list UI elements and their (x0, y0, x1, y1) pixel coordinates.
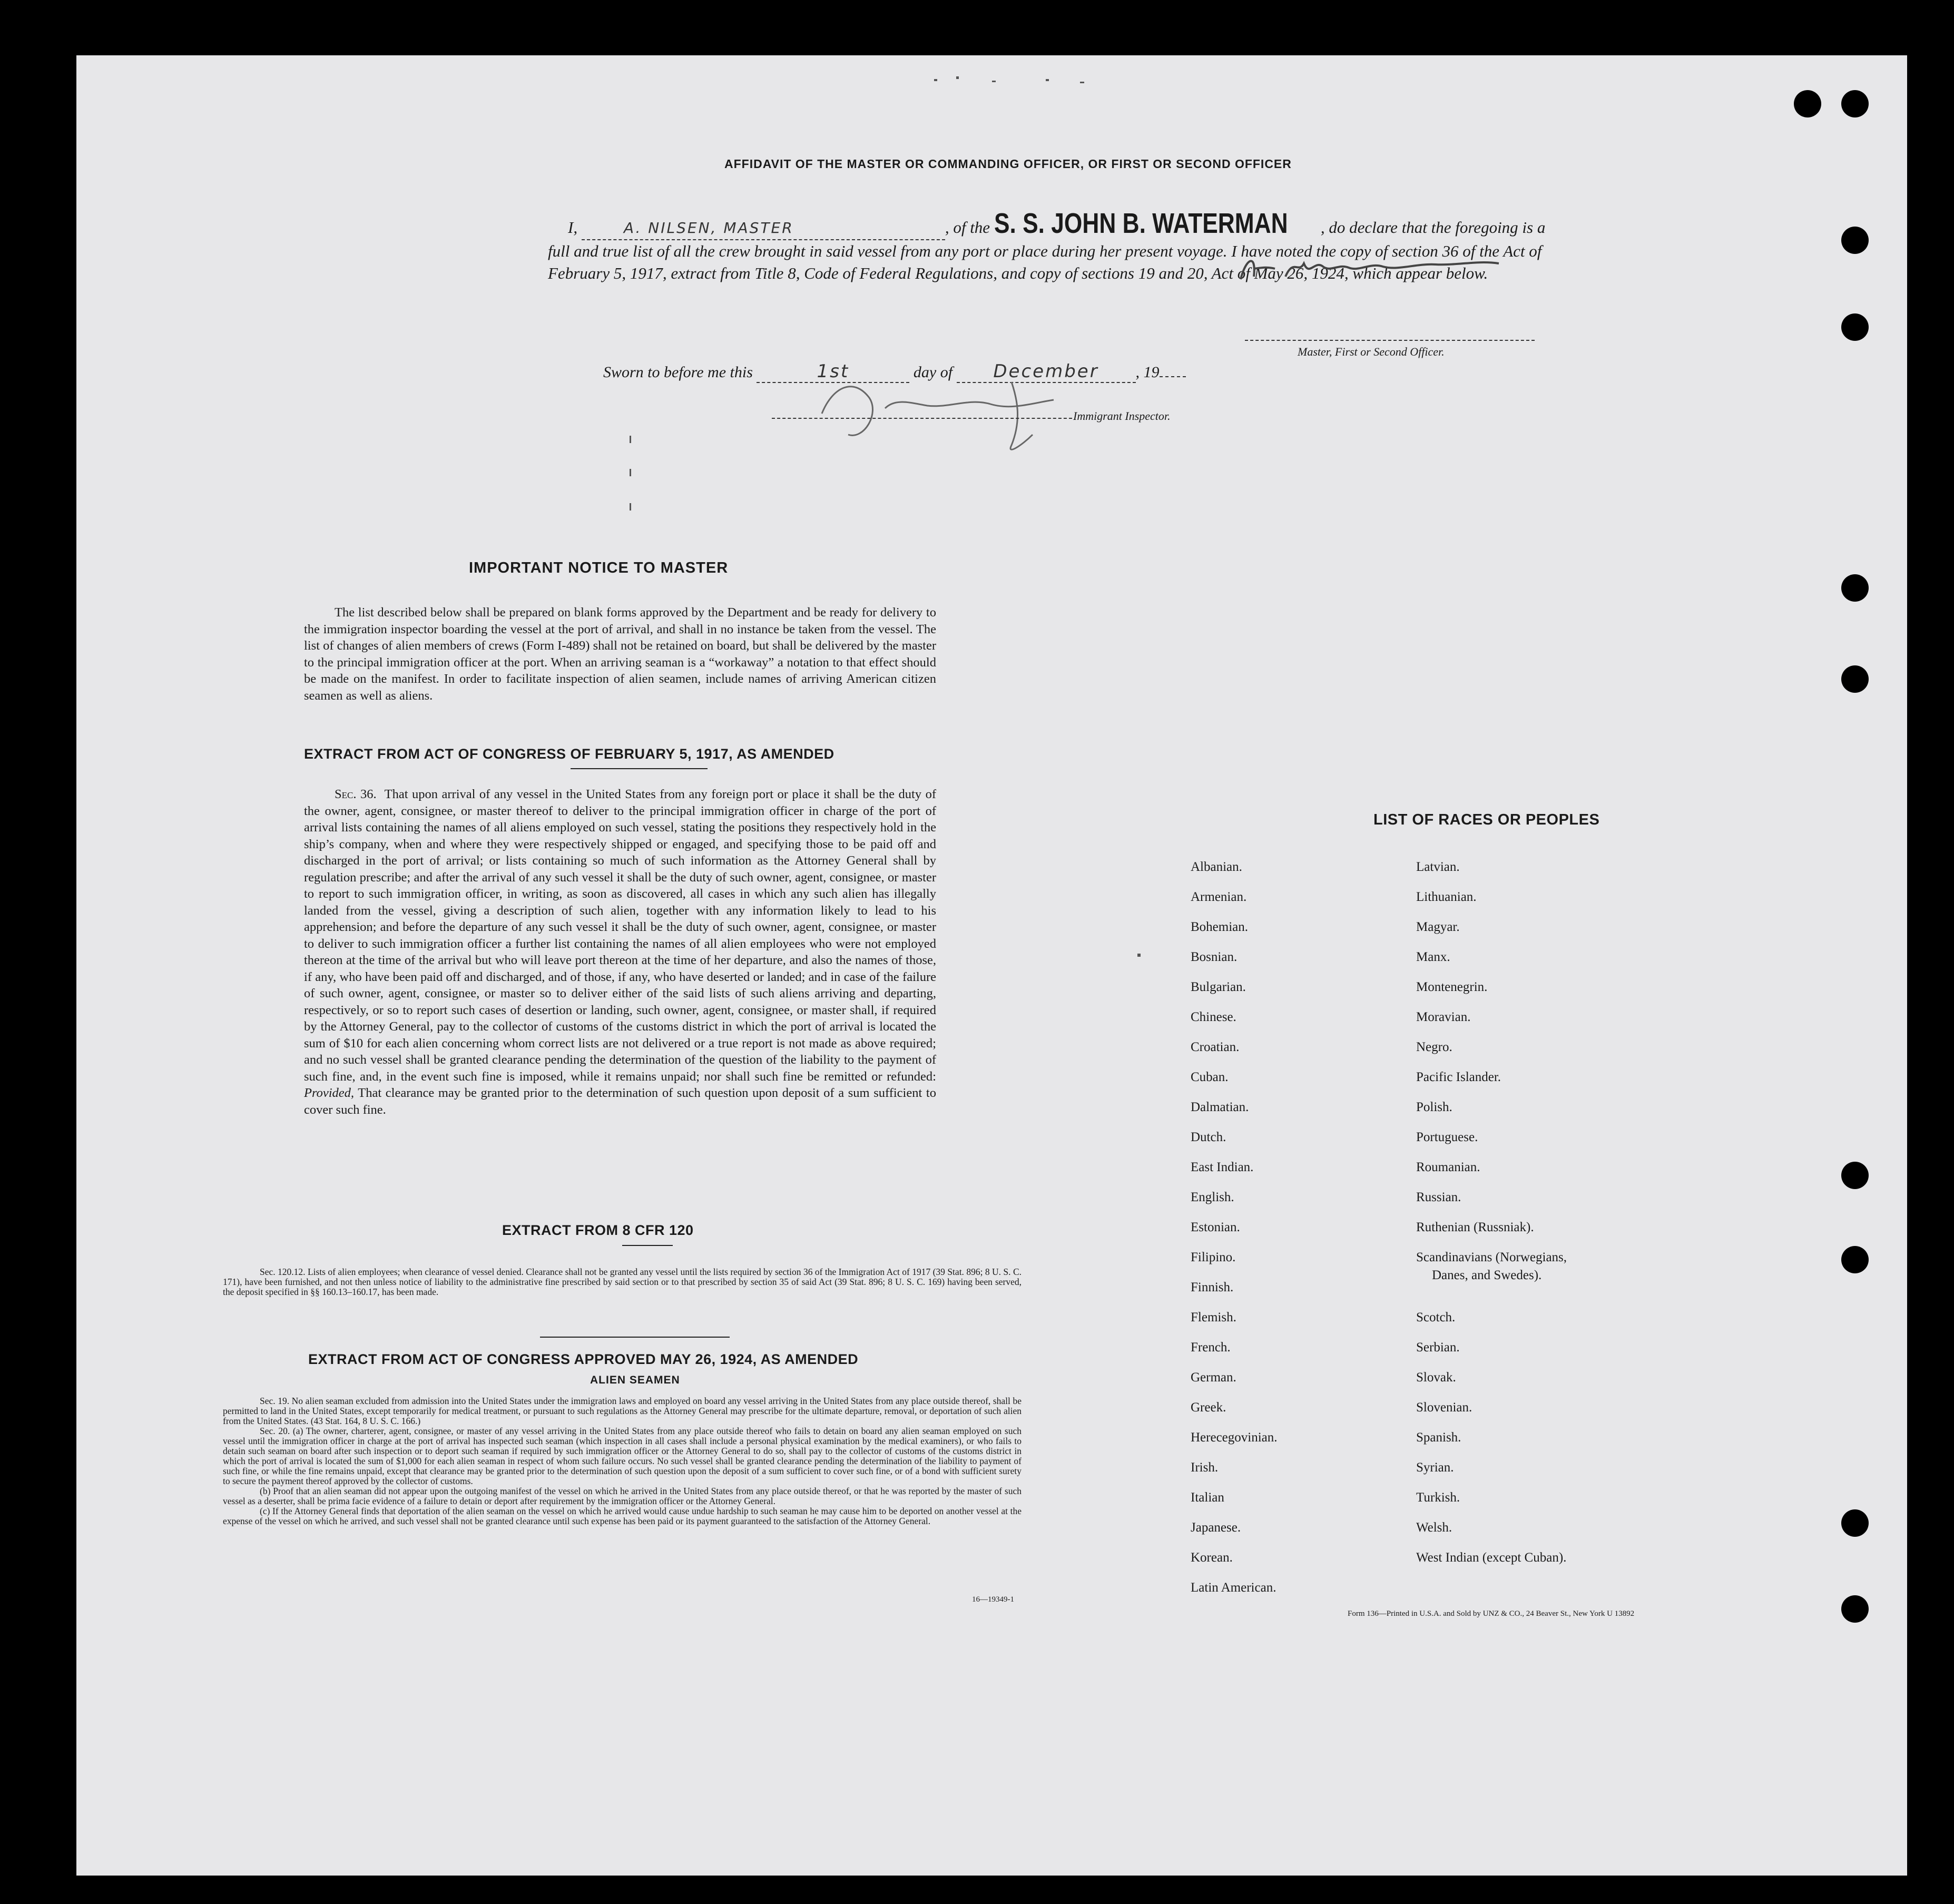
extract-1924-title: EXTRACT FROM ACT OF CONGRESS APPROVED MAY 26, 1924, AS AMENDED (308, 1351, 859, 1367)
race-item: English. (1191, 1190, 1234, 1204)
race-item: Croatian. (1191, 1040, 1240, 1054)
race-item: Portuguese. (1416, 1130, 1478, 1144)
race-item: Dalmatian. (1191, 1100, 1249, 1114)
race-item: Bosnian. (1191, 950, 1238, 964)
sworn-day-handwritten: 1st (817, 361, 850, 382)
punch-hole (1841, 665, 1869, 693)
section-36-text (304, 786, 936, 1118)
race-item: Russian. (1416, 1190, 1461, 1204)
race-item: Cuban. (1191, 1070, 1229, 1084)
alien-seamen-subtitle: ALIEN SEAMEN (590, 1374, 680, 1386)
race-item: Bulgarian. (1191, 980, 1246, 994)
race-item: Montenegrin. (1416, 980, 1488, 994)
race-item: Manx. (1416, 950, 1450, 964)
race-item: Slovenian. (1416, 1400, 1472, 1415)
printer-line: Form 136—Printed in U.S.A. and Sold by UNZ & CO., 24 Beaver St., New York U 13892 (1348, 1609, 1635, 1618)
punch-hole (1841, 574, 1869, 602)
race-item: Greek. (1191, 1400, 1226, 1415)
section-36-body-a: That upon arrival of any vessel in the United States from any foreign port or place it shall be the duty of the owner, agent, consignee, or master thereof to deliver to the principal immigration officer in charge of the port of arrival lists containing the names of all aliens employed on such vessel, stating the positions they respectively hold in the ship’s company, when and where they were respectively shipped or engaged, and specifying those to be paid off and discharged in the port of arrival; or lists containing so much of such information as the Attorney General shall by regulation prescribe; and after the arrival of any such vessel it shall be the duty of such owner, agent, consignee, or master to report to such immigration officer, in writing, as soon as discovered, all cases in which any such alien has illegally landed from the vessel, giving a description of such alien, together with any information likely to lead to his apprehension; and before the departure of any such vessel it shall be the duty of such owner, agent, consignee, or master to deliver to such immigration officer a further list containing the names of all alien employees who were not employed thereon at the time of the arrival but who will leave port thereon at the time of her departure, and also the names of those, if any, who have been paid off and discharged, and of those, if any, who have deserted or landed; and in case of the failure of such owner, agent, consignee, or master so to deliver either of the said lists of such aliens arriving and departing, respectively, or so to report such cases of desertion or landing, such owner, agent, consignee, or master shall, if required by the Attorney General, pay to the collector of customs of the customs district in which the port of arrival is located the sum of $10 for each alien concerning whom correct lists are not delivered or a true report is not made as above required; and no such vessel shall be granted clearance pending the determination of the question of the liability to the payment of such fine, and, in the event such fine is imposed, while it remains unpaid; nor shall such fine be remitted or refunded: (304, 787, 936, 1084)
master-name-handwritten: A. NILSEN, MASTER (623, 219, 794, 237)
race-item: Pacific Islander. (1416, 1070, 1501, 1084)
punch-hole (1841, 1595, 1869, 1623)
race-item: Latvian. (1416, 860, 1460, 874)
cfr-text: Sec. 120.12. Lists of alien employees; when clearance of vessel denied. Clearance shall not be granted any vessel until the lists required by section 36 of the Immigration Act of 1917 (39 Stat. 896; 8 U. S. C. 171), have been furnished, and not then unless notice of liability to the administrative fine prescribed by said section or to that prescribed by section 35 of said Act (39 Stat. 896; 8 U. S. C. 169) having been served, the deposit specified in §§ 160.13–160.17, has been made. (223, 1267, 1022, 1297)
race-item: Italian (1191, 1490, 1224, 1505)
extract-1917-title: EXTRACT FROM ACT OF CONGRESS OF FEBRUARY 5, 1917, AS AMENDED (304, 746, 834, 762)
race-item: French. (1191, 1340, 1231, 1355)
punch-hole (1841, 1246, 1869, 1273)
race-item: Danes, and Swedes). (1432, 1268, 1542, 1282)
punch-hole (1794, 90, 1821, 117)
punch-hole (1841, 1509, 1869, 1537)
race-item: German. (1191, 1370, 1236, 1385)
section-19-paragraph: Sec. 19. No alien seaman excluded from admission into the United States under the immigration laws and employed on board any vessel arriving in the United States from any place outside thereof, shall be permitted to land in the United States, except temporarily for medical treatment, or pursuant to such regulations as the Attorney General may prescribe for the ultimate departure, removal, or deportation of such alien from the United States. (43 Stat. 164, 8 U. S. C. 166.) (223, 1396, 1022, 1426)
divider (622, 1245, 673, 1246)
race-item: Roumanian. (1416, 1160, 1480, 1174)
race-item: Lithuanian. (1416, 890, 1477, 904)
section-20b-paragraph: (b) Proof that an alien seaman did not appear upon the outgoing manifest of the vessel on which he arrived in the United States from any place outside thereof, or that he was reported by the master of such vessel as a deserter, shall be prima facie evidence of a failure to detain or deport after requirement by the immigration officer or the Attorney General. (223, 1486, 1022, 1506)
race-item: Bohemian. (1191, 920, 1249, 934)
section-36-body-b: That clearance may be granted prior to the determination of such question upon deposit of a sum sufficient to cover such fine. (304, 1086, 936, 1117)
race-item: Negro. (1416, 1040, 1452, 1054)
inspector-label: Immigrant Inspector. (1073, 409, 1171, 423)
race-item: Turkish. (1416, 1490, 1460, 1505)
declaration-text: that the foregoing is a full and true list of all the crew brought in said vessel from any port or place during her present voyage. I have noted the copy of section 36 of the Act of February 5, 1917, extract from Title 8, Code of Federal Regulations, and copy of sections 19 and 20, Act of May 26, 1924, which appear below. (548, 218, 1546, 282)
sworn-prefix: Sworn to before me this (603, 364, 753, 381)
signature-line (1245, 340, 1535, 341)
race-item: Serbian. (1416, 1340, 1460, 1355)
divider (571, 768, 708, 769)
race-item: Irish. (1191, 1460, 1219, 1475)
race-item: Welsh. (1416, 1520, 1452, 1535)
race-item: Chinese. (1191, 1010, 1236, 1024)
race-item: Scandinavians (Norwegians, (1416, 1250, 1567, 1264)
sworn-year-prefix: , 19 (1135, 364, 1160, 381)
race-item: Syrian. (1416, 1460, 1454, 1475)
punch-hole (1841, 1162, 1869, 1189)
races-title: LIST OF RACES OR PEOPLES (1373, 811, 1600, 828)
race-item: Albanian. (1191, 860, 1242, 874)
master-signature (1225, 248, 1520, 295)
punch-hole (1841, 227, 1869, 254)
race-item: Spanish. (1416, 1430, 1461, 1445)
race-item: Slovak. (1416, 1370, 1456, 1385)
race-item: Armenian. (1191, 890, 1247, 904)
race-item: Estonian. (1191, 1220, 1240, 1234)
race-item: Scotch. (1416, 1310, 1456, 1324)
declaration-do-declare: , do declare (1320, 218, 1398, 237)
extract-cfr-title: EXTRACT FROM 8 CFR 120 (502, 1222, 694, 1238)
race-item: Herecegovinian. (1191, 1430, 1278, 1445)
race-item: Dutch. (1191, 1130, 1226, 1144)
notice-body: The list described below shall be prepared on blank forms approved by the Department and be ready for delivery to the immigration inspector boarding the vessel at the port of arrival, and shall in no instance be taken from the vessel. The list of changes of alien members of crews (Form I-489) shall not be retained on board, but shall be delivered by the master to the principal immigration officer at the port. When an arriving seaman is a “workaway” a notation to that effect should be made on the manifest. In order to facilitate inspection of alien seamen, include names of arriving American citizen seamen as well as aliens. (304, 605, 936, 703)
vessel-name: S. S. JOHN B. WATERMAN (994, 208, 1288, 239)
declaration-pronoun: I, (568, 218, 578, 237)
race-item: Filipino. (1191, 1250, 1236, 1264)
race-item: Finnish. (1191, 1280, 1234, 1294)
race-item: Polish. (1416, 1100, 1452, 1114)
race-item: Flemish. (1191, 1310, 1236, 1324)
race-item: Magyar. (1416, 920, 1460, 934)
race-item: Korean. (1191, 1550, 1233, 1565)
declaration-of-the: , of the (945, 218, 990, 237)
inspector-signature (790, 366, 1117, 456)
sworn-day-of: day of (913, 364, 953, 381)
punch-hole (1841, 90, 1869, 117)
signature-label: Master, First or Second Officer. (1298, 345, 1445, 358)
divider (540, 1337, 730, 1338)
inspector-line (772, 418, 1072, 419)
race-item: Latin American. (1191, 1581, 1277, 1595)
race-item: Japanese. (1191, 1520, 1241, 1535)
section-36-provided: Provided, (304, 1086, 355, 1100)
section-20a-paragraph: Sec. 20. (a) The owner, charterer, agent, consignee, or master of any vessel arriving in the United States from any place outside thereof who fails to detain on board any alien seaman employed on such vessel until the immigration officer in charge at the port of arrival has inspected such seaman (which inspection in all cases shall include a personal physical examination by the medical examiners), or who fails to detain such seaman on board after such inspection or to deport such seaman if required by such immigration officer or the Attorney General to do so, shall pay to the collector of customs of the customs district in which the port of arrival is located the sum of $1,000 for each alien seaman in respect of whom such failure occurs. No such vessel shall be granted clearance pending the determination of the liability to payment of such fine, or while the fine remains unpaid, except that clearance may be granted prior to the determination of such question upon the deposit of a sum sufficient to cover such fine, or of a bond with sufficient surety to secure the payment thereof approved by the collector of customs. (223, 1426, 1022, 1486)
race-item: West Indian (except Cuban). (1416, 1550, 1567, 1565)
section-1924-text (223, 1396, 1022, 1526)
affidavit-heading: AFFIDAVIT OF THE MASTER OR COMMANDING OFFICER, OR FIRST OR SECOND OFFICER (724, 157, 1292, 171)
notice-title: IMPORTANT NOTICE TO MASTER (469, 560, 729, 576)
section-20c-paragraph: (c) If the Attorney General finds that deportation of the alien seaman on the vessel on which he arrived would cause undue hardship to such seaman he may cause him to be deported on another vessel at the expense of the vessel on which he arrived, and such vessel shall not be granted clearance until such expense has been paid or its payment guaranteed to the satisfaction of the Attorney General. (223, 1506, 1022, 1526)
punch-hole (1841, 313, 1869, 341)
section-36-label: Sec. 36. (335, 787, 377, 801)
document-sheet (76, 55, 1907, 1876)
race-item: Ruthenian (Russniak). (1416, 1220, 1534, 1234)
race-item: East Indian. (1191, 1160, 1254, 1174)
sworn-month-handwritten: December (993, 361, 1099, 382)
form-number: 16—19349-1 (972, 1595, 1014, 1604)
race-item: Moravian. (1416, 1010, 1471, 1024)
